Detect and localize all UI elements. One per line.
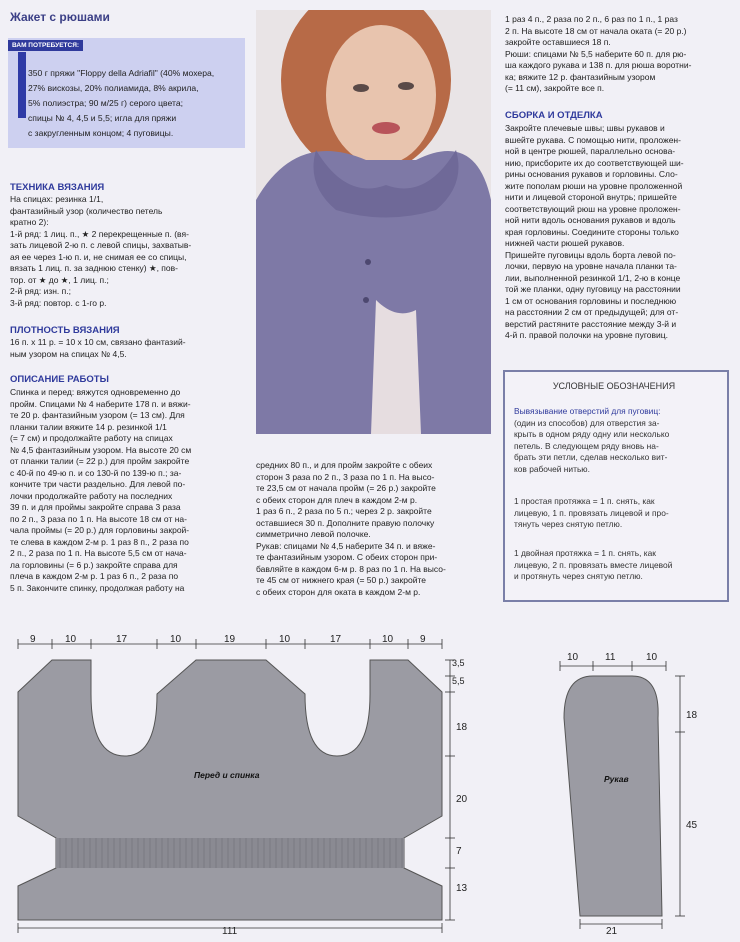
text-line: 16 п. х 11 р. = 10 х 10 см, связано фантазий- [10, 337, 186, 347]
dim-label: 11 [605, 652, 616, 663]
description-text [10, 387, 245, 594]
dim-label: 10 [382, 634, 394, 645]
text-line: (один из способов) для отверстия за- [514, 417, 660, 428]
text-line: рины основания рукавов и горловины. Сло- [505, 169, 678, 179]
body-piece-label: Перед и спинка [194, 770, 260, 780]
text-line: те 23,5 см от начала пройм (= 26 р.) закройте [256, 483, 436, 493]
description-heading: ОПИСАНИЕ РАБОТЫ [10, 374, 109, 385]
assembly-heading: СБОРКА И ОТДЕЛКА [505, 110, 603, 121]
text-line: с обеих сторон для оката в каждом 2-м р. [256, 586, 421, 597]
page-title: Жакет с рюшами [10, 10, 110, 24]
text-line: жите пополам рюши на уровне проложенной [505, 180, 683, 191]
text-line: петель. В следующем ряду вновь на- [514, 440, 659, 451]
dim-label: 10 [170, 634, 182, 645]
text-line: нижней части рюшей рукавов. [505, 238, 625, 248]
text-line: 4-й п. правой полочки на уровне пуговиц. [505, 330, 668, 340]
materials-line: 27% вискозы, 20% полиамида, 8% акрила, [28, 83, 199, 93]
materials-header: ВАМ ПОТРЕБУЕТСЯ: [8, 40, 83, 51]
dim-label: 17 [116, 634, 128, 645]
text-line: на расстоянии 2 см от предыдущей; для от- [505, 307, 679, 317]
text-line: оставшиеся 30 п. Дополните правую полочку [256, 517, 435, 528]
legend-item-single-decrease [514, 496, 719, 531]
text-line: лицевую, 2 п. провязать вместе лицевой [514, 559, 673, 570]
right-column-top-text [505, 14, 727, 95]
text-line: ка; вяжите 12 р. фантазийным узором [505, 71, 656, 82]
sleeve-schematic [540, 640, 740, 942]
text-line: вшейте рукава. С помощью нити, проложен- [505, 134, 681, 145]
dim-label: 9 [30, 634, 36, 645]
text-line: Спинка и перед: вяжутся одновременно до [10, 387, 181, 397]
text-line: лочки, первую на уровне начала планки та- [505, 261, 677, 271]
dim-label: 21 [606, 926, 618, 937]
text-line: от планки талии (= 22 р.) для пройм закройте [10, 456, 190, 466]
text-line: (= 7 см) и продолжайте работу на спицах [10, 433, 173, 443]
text-line: 2 п. На высоте 18 см от начала оката (= 20 р.) [505, 25, 687, 36]
text-line: лицевую, 1 п. провязать лицевой и про- [514, 507, 669, 518]
text-line: 5 п. Закончите спинку, продолжая работу на [10, 582, 185, 593]
text-line: той же планки, одну пуговицу на расстоянии [505, 284, 681, 294]
text-line: средних 80 п., и для пройм закройте с обеих [256, 460, 433, 470]
dim-label: 10 [646, 652, 658, 663]
text-line: с обеих сторон для плеч в каждом 2-м р. [256, 494, 418, 505]
text-line: бавляйте в каждом 6-м р. 8 раз по 1 п. На высо- [256, 563, 446, 574]
materials-text [28, 66, 243, 141]
dim-label: 13 [456, 883, 468, 894]
text-line: нити и лицевой стороной внутрь; пришейте [505, 192, 677, 202]
text-line: те 20 р. фантазийным узором (= 13 см). Для [10, 410, 185, 420]
text-line: 2 п., 2 раза по 1 п. На высоте 5,5 см от нача- [10, 548, 187, 558]
text-line: ков рабочей нитью. [514, 463, 590, 474]
text-line: кратно 2): [10, 217, 49, 227]
gauge-heading: ПЛОТНОСТЬ ВЯЗАНИЯ [10, 325, 120, 336]
text-line: крыть в одном ряду одну или несколько [514, 429, 670, 439]
body-piece [18, 660, 442, 920]
text-line: ла горловины (= 6 р.) закройте справа для [10, 559, 178, 570]
text-line: верстий растяните расстояние между 3-й и [505, 318, 677, 329]
text-line: ной в центре рюшей, параллельно основа- [505, 146, 676, 156]
text-line: На спицах: резинка 1/1, [10, 194, 104, 204]
text-line: 1-й ряд: 1 лиц. п., ★ 2 перекрещенные п. (вя- [10, 228, 189, 239]
text-line: 1 простая протяжка = 1 п. снять, как [514, 496, 655, 506]
sleeve-piece [564, 676, 662, 916]
text-line: тянуть через снятую петлю. [514, 519, 623, 529]
legend-item-double-decrease [514, 548, 719, 583]
dim-label: 45 [686, 820, 698, 831]
dim-label: 19 [224, 634, 236, 645]
dim-label: 20 [456, 794, 468, 805]
text-line: плеча в каждом 2-м р. 1 раз 6 п., 2 раза по [10, 571, 179, 581]
text-line: брать эти петли, сделав несколько вит- [514, 452, 668, 462]
materials-line: 350 г пряжи "Floppy della Adriafil" (40% мохера, [28, 68, 215, 78]
text-line: ая ее через 1-ю п. и, не снимая ее со спицы, [10, 251, 187, 262]
sleeve-piece-label: Рукав [604, 774, 629, 784]
text-line: 1 см от основания горловины и последнюю [505, 295, 677, 306]
materials-line: спицы № 4, 4,5 и 5,5; игла для пряжи [28, 113, 177, 123]
text-line: те фантазийным узором. С обеих сторон при- [256, 552, 438, 562]
text-line: лии, выполненной резинкой 1/1, 2-ю в конце [505, 272, 681, 283]
materials-line: с закругленным концом; 4 пуговицы. [28, 128, 174, 138]
text-line: 1 раз 6 п., 2 раза по 5 п.; через 2 р. закройте [256, 506, 432, 516]
text-line: № 4,5 фантазийным узором. На высоте 20 см [10, 444, 192, 455]
text-line: кончите три части раздельно. Для левой по- [10, 479, 186, 489]
dim-label: 111 [222, 926, 238, 937]
dim-label: 10 [279, 634, 291, 645]
text-line: 39 п. и для проймы закройте справа 3 раза [10, 502, 181, 512]
technique-heading: ТЕХНИКА ВЯЗАНИЯ [10, 182, 105, 193]
text-line: вязать 1 лиц. п. за заднюю стенку) ★, пов- [10, 263, 178, 273]
text-line: 2-й ряд: изн. п.; [10, 286, 71, 296]
dim-label: 18 [456, 722, 468, 733]
text-line: с 40-й по 49-ю п. и со 130-й по 139-ю п.; за- [10, 467, 182, 478]
gauge-text [10, 337, 245, 360]
text-line: Вывязывание отверстий для пуговиц: [514, 406, 661, 416]
text-line: шa каждого рукава и 138 п. для рюша воротни- [505, 60, 692, 70]
text-line: чала проймы (= 20 р.) для горловины закрой- [10, 525, 190, 535]
text-line: Рукав: спицами № 4,5 наберите 34 п. и вяже- [256, 540, 436, 551]
text-line: нию, присборите их до соответствующей ши- [505, 157, 684, 168]
dim-label: 9 [420, 634, 426, 645]
text-line: пройм. Спицами № 4 наберите 178 п. и вяжи- [10, 398, 191, 409]
text-line: зать лицевой 2-ю п. с левой спицы, захватыв- [10, 240, 192, 250]
text-line: Рюши: спицами № 5,5 наберите 60 п. для рю- [505, 48, 687, 59]
text-line: ным узором на спицах № 4,5. [10, 348, 127, 359]
technique-text [10, 194, 245, 309]
dim-label: 10 [567, 652, 579, 663]
text-line: тор. от ★ до ★, 1 лиц. п.; [10, 274, 109, 285]
text-line: закройте оставшиеся 18 п. [505, 37, 611, 47]
dim-label: 17 [330, 634, 342, 645]
text-line: симметрично левой полочке. [256, 529, 371, 539]
dim-label: 18 [686, 710, 698, 721]
dim-label: 7 [456, 846, 462, 857]
body-schematic [0, 628, 480, 942]
model-photo [256, 10, 491, 434]
text-line: и протянуть через снятую петлю. [514, 571, 643, 581]
text-line: лочки продолжайте работу на последних [10, 490, 173, 501]
text-line: по 2 п., 3 раза по 1 п. На высоте 18 см от на- [10, 513, 187, 524]
materials-line: 5% полиэстра; 90 м/25 г) серого цвета; [28, 98, 184, 108]
text-line: Пришейте пуговицы вдоль борта левой по- [505, 249, 676, 260]
text-line: 1 раз 4 п., 2 раза по 2 п., 6 раз по 1 п., 1 раз [505, 14, 678, 24]
text-line: планки талии вяжите 14 р. резинкой 1/1 [10, 421, 167, 432]
text-line: Закройте плечевые швы; швы рукавов и [505, 123, 665, 133]
dim-label: 3,5 [452, 658, 465, 668]
text-line: ной нити вдоль основания рукавов и вдоль [505, 215, 676, 225]
text-line: 3-й ряд: повтор. с 1-го р. [10, 297, 107, 308]
legend-title: УСЛОВНЫЕ ОБОЗНАЧЕНИЯ [552, 381, 676, 391]
middle-column-text [256, 460, 489, 598]
text-line: края горловины. Соедините стороны только [505, 226, 679, 237]
text-line: те 45 см от нижнего края (= 50 р.) закройте [256, 575, 426, 585]
assembly-text [505, 123, 727, 342]
legend-item-buttonholes [514, 406, 719, 475]
text-line: (= 11 см), закройте все п. [505, 83, 605, 93]
materials-accent-bar [18, 52, 26, 118]
text-line: те слева в каждом 2-м р. 1 раз 8 п., 2 раза по [10, 536, 189, 547]
dim-label: 10 [65, 634, 77, 645]
dim-label: 5,5 [452, 676, 465, 686]
text-line: 1 двойная протяжка = 1 п. снять, как [514, 548, 656, 558]
text-line: сторон 3 раза по 2 п., 3 раза по 1 п. На высо- [256, 471, 435, 482]
text-line: соответствующий рюш на уровне проложен- [505, 203, 681, 214]
text-line: фантазийный узор (количество петель [10, 205, 163, 216]
